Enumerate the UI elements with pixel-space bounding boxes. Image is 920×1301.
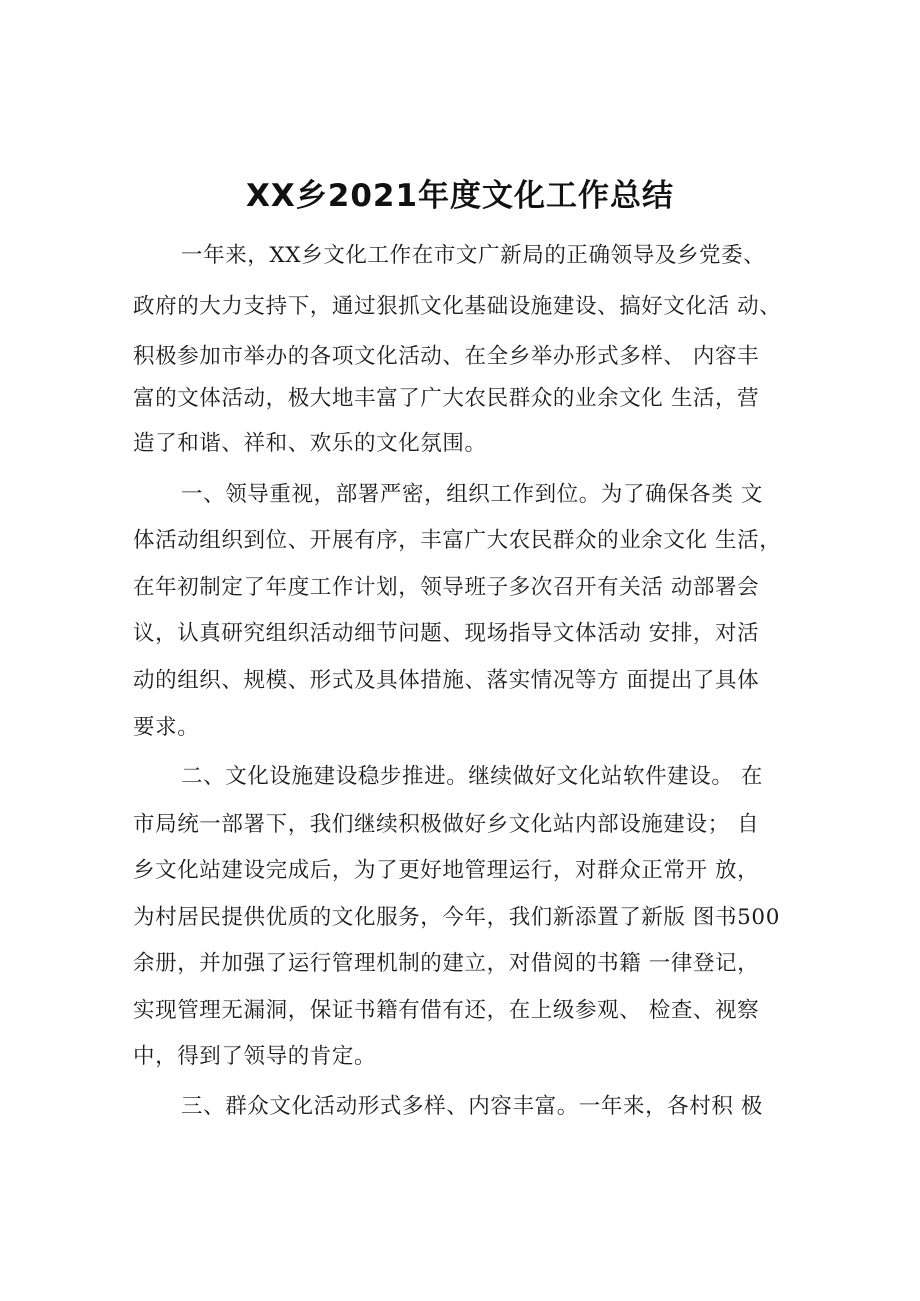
paragraph-3-line-3: 乡文化站建设完成后，为了更好地管理运行，对群众正常开 放， [133,858,760,883]
paragraph-2-line-5: 动的组织、规模、形式及具体措施、落实情况等方 面提出了具体 [133,668,760,693]
paragraph-1-line-2: 政府的大力支持下，通过狠抓文化基础设施建设、搞好文化活 动、 [133,294,782,319]
paragraph-2-line-1: 一、领导重视，部署严密，组织工作到位。为了确保各类 文 [181,482,764,507]
paragraph-2-line-2: 体活动组织到位、开展有序，丰富广大农民群众的业余文化 生活， [133,528,782,553]
paragraph-1-line-3: 积极参加市举办的各项文化活动、在全乡举办形式多样、 内容丰 [133,344,760,369]
paragraph-4-line-1: 三、群众文化活动形式多样、内容丰富。一年来，各村积 极 [181,1094,764,1119]
paragraph-3-line-7: 中，得到了领导的肯定。 [133,1044,377,1069]
paragraph-1-line-1: 一年来，XX乡文化工作在市文广新局的正确领导及乡党委、 [181,243,766,268]
document-title: XX乡2021年度文化工作总结 [245,178,675,214]
paragraph-1-line-5: 造了和谐、祥和、欢乐的文化氛围。 [133,431,487,456]
paragraph-2-line-6: 要求。 [133,715,200,740]
paragraph-2-line-3: 在年初制定了年度工作计划，领导班子多次召开有关活 动部署会 [133,575,760,600]
paragraph-1-line-4: 富的文体活动，极大地丰富了广大农民群众的业余文化 生活，营 [133,386,760,411]
paragraph-3-line-2: 市局统一部署下，我们继续积极做好乡文化站内部设施建设； 自 [133,812,760,837]
paragraph-3-line-6: 实现管理无漏洞，保证书籍有借有还，在上级参观、 检查、视察 [133,998,760,1023]
paragraph-3-line-4: 为村居民提供优质的文化服务，今年，我们新添置了新版 图书500 [133,905,780,930]
paragraph-2-line-4: 议，认真研究组织活动细节问题、现场指导文体活动 安排，对活 [133,621,760,646]
paragraph-3-line-1: 二、文化设施建设稳步推进。继续做好文化站软件建设。 在 [181,764,764,789]
paragraph-3-line-5: 余册，并加强了运行管理机制的建立，对借阅的书籍 一律登记， [133,951,760,976]
